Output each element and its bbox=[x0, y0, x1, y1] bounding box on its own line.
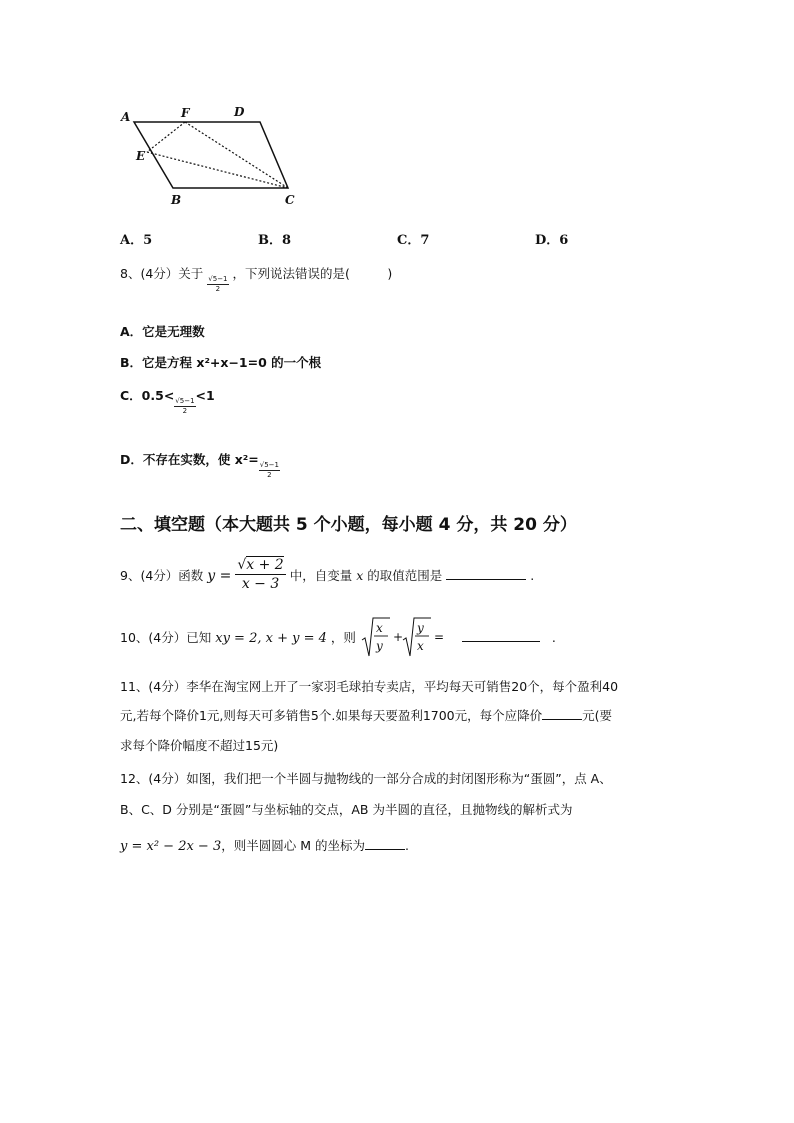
q9-numerator bbox=[235, 556, 285, 575]
q12-answer-blank[interactable] bbox=[365, 838, 405, 850]
q9-prefix: 9、(4分）函数 bbox=[120, 568, 204, 583]
q10-answer-blank[interactable] bbox=[462, 630, 540, 642]
q11-line-1: 11、(4分）李华在淘宝网上开了一家羽毛球拍专卖店，平均每天可销售20个，每个盈利40 bbox=[120, 679, 619, 694]
q8-option-a: A．它是无理数 bbox=[120, 324, 205, 339]
q12-line-1: 12、(4分）如图，我们把一个半圆与抛物线的一部分合成的封闭图形称为“蛋圆”，点 A、 bbox=[120, 771, 612, 786]
q11-line-2b: 元(要 bbox=[582, 708, 613, 723]
q12-equation: y = x² − 2x − 3 bbox=[120, 839, 222, 854]
q10-then: ，则 bbox=[330, 630, 356, 645]
q12-end: . bbox=[404, 838, 409, 853]
q7-option-d: D．6 bbox=[535, 233, 569, 248]
q9-suffix: 中，自变量 bbox=[289, 568, 353, 583]
q8-stem-suffix: ，下列说法错误的是( ) bbox=[232, 266, 393, 281]
q9-lhs: y = bbox=[207, 568, 232, 584]
q8-option-d-prefix: D．不存在实数，使 x²= bbox=[120, 452, 259, 467]
q7-option-c: C．7 bbox=[397, 233, 430, 248]
q9-suffix2: 的取值范围是 bbox=[367, 568, 443, 583]
svg-text:+: + bbox=[392, 630, 403, 644]
q11-line-2a: 元,若每个降价1元,则每天可多销售5个.如果每天要盈利1700元，每个应降价 bbox=[120, 708, 543, 723]
label-e: E bbox=[136, 149, 146, 163]
q10-prefix: 10、(4分）已知 bbox=[120, 630, 212, 645]
q8-stem-prefix: 8、(4分）关于 bbox=[120, 266, 204, 281]
q8-option-c bbox=[120, 386, 215, 415]
q8-option-d-frac-num: √5−1 bbox=[259, 461, 279, 469]
sqrt-icon: √ bbox=[237, 557, 247, 573]
q7-option-a: A．5 bbox=[120, 233, 153, 248]
q9-end: . bbox=[530, 568, 535, 583]
q10-line bbox=[120, 614, 556, 660]
q9-answer-blank[interactable] bbox=[446, 568, 526, 580]
q11-line-3: 求每个降价幅度不超过15元) bbox=[120, 738, 279, 753]
q8-frac-num: √5−1 bbox=[208, 275, 228, 283]
q11-line-2 bbox=[120, 706, 612, 724]
svg-text:x: x bbox=[375, 621, 383, 635]
q9-num-text: x + 2 bbox=[246, 557, 284, 573]
label-f: F bbox=[181, 106, 190, 120]
svg-text:y: y bbox=[416, 621, 424, 635]
parallelogram-figure bbox=[115, 100, 315, 215]
q8-option-c-frac-den: 2 bbox=[182, 407, 188, 415]
q12-line-3 bbox=[120, 836, 409, 854]
q8-option-b: B．它是方程 x²+x−1=0 的一个根 bbox=[120, 355, 322, 370]
q10-radical-expression bbox=[360, 614, 444, 660]
q12-line-3-suffix: ，则半圆圆心 M 的坐标为 bbox=[221, 838, 365, 853]
q8-option-c-frac-num: √5−1 bbox=[175, 397, 195, 405]
segment-ec bbox=[147, 152, 288, 188]
segment-fc bbox=[185, 122, 288, 188]
svg-text:=: = bbox=[433, 630, 444, 644]
q9-denominator: x − 3 bbox=[241, 576, 280, 592]
q7-option-b: B．8 bbox=[258, 233, 292, 248]
q8-option-c-prefix: C．0.5< bbox=[120, 388, 175, 403]
q8-option-d-frac-den: 2 bbox=[267, 471, 272, 479]
q8-option-c-suffix: <1 bbox=[195, 388, 215, 403]
label-b: B bbox=[171, 193, 182, 207]
q8-option-d bbox=[120, 450, 280, 479]
q8-option-d-fraction bbox=[259, 461, 280, 480]
q12-line-2: B、C、D 分别是“蛋圆”与坐标轴的交点，AB 为半圆的直径，且抛物线的解析式为 bbox=[120, 802, 573, 817]
q9-var: x bbox=[356, 568, 364, 583]
label-d: D bbox=[234, 105, 245, 119]
q9-fraction bbox=[235, 556, 285, 593]
label-a: A bbox=[121, 110, 131, 124]
q8-option-c-fraction bbox=[174, 397, 195, 416]
q10-condition: xy = 2, x + y = 4 bbox=[215, 631, 327, 646]
q8-fraction bbox=[207, 275, 228, 294]
q9-line bbox=[120, 556, 534, 596]
svg-text:x: x bbox=[416, 639, 424, 653]
label-c: C bbox=[285, 193, 295, 207]
svg-text:y: y bbox=[375, 639, 383, 653]
q11-answer-blank[interactable] bbox=[542, 708, 582, 720]
q8-stem bbox=[120, 264, 393, 293]
section-2-heading: 二、填空题（本大题共 5 个小题，每小题 4 分，共 20 分） bbox=[120, 515, 577, 535]
segment-fe bbox=[147, 122, 185, 152]
q10-end: . bbox=[551, 630, 556, 645]
parallelogram-abcd bbox=[134, 122, 288, 188]
q8-frac-den: 2 bbox=[215, 285, 221, 293]
